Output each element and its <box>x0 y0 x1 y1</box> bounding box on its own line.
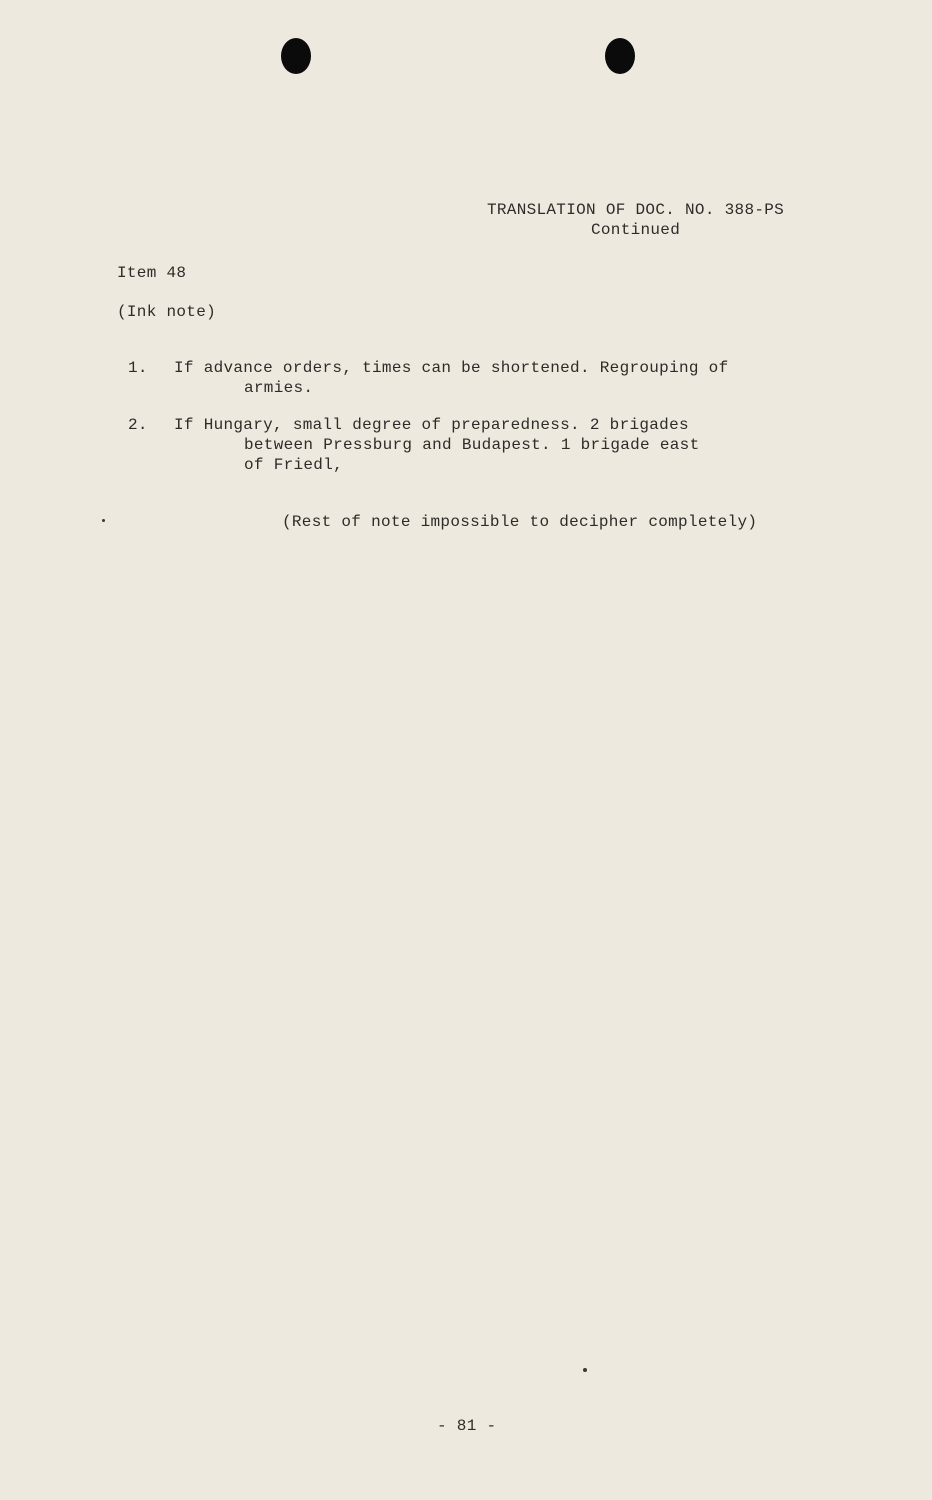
paper-speck <box>102 519 105 522</box>
note-number: 1. <box>128 359 148 377</box>
note-text-line: If advance orders, times can be shortened. Regrouping of <box>174 359 729 377</box>
note-item <box>128 415 848 475</box>
punch-hole-left <box>281 38 311 74</box>
punch-hole-right <box>605 38 635 74</box>
document-header <box>487 200 867 240</box>
ink-note-label: (Ink note) <box>117 303 217 321</box>
closing-note: (Rest of note impossible to decipher completely) <box>282 513 758 531</box>
note-text-line: If Hungary, small degree of preparedness. 2 brigades <box>174 416 689 434</box>
page-number: - 81 - <box>437 1417 497 1435</box>
note-text-line: armies. <box>244 379 314 397</box>
document-subtitle: Continued <box>591 221 681 239</box>
document-title: TRANSLATION OF DOC. NO. 388-PS <box>487 201 785 219</box>
note-number: 2. <box>128 416 148 434</box>
item-label: Item 48 <box>117 264 187 282</box>
paper-speck <box>583 1368 587 1372</box>
note-item <box>128 358 848 398</box>
note-text-line: between Pressburg and Budapest. 1 brigade east <box>244 436 700 454</box>
note-text-line: of Friedl, <box>244 456 344 474</box>
